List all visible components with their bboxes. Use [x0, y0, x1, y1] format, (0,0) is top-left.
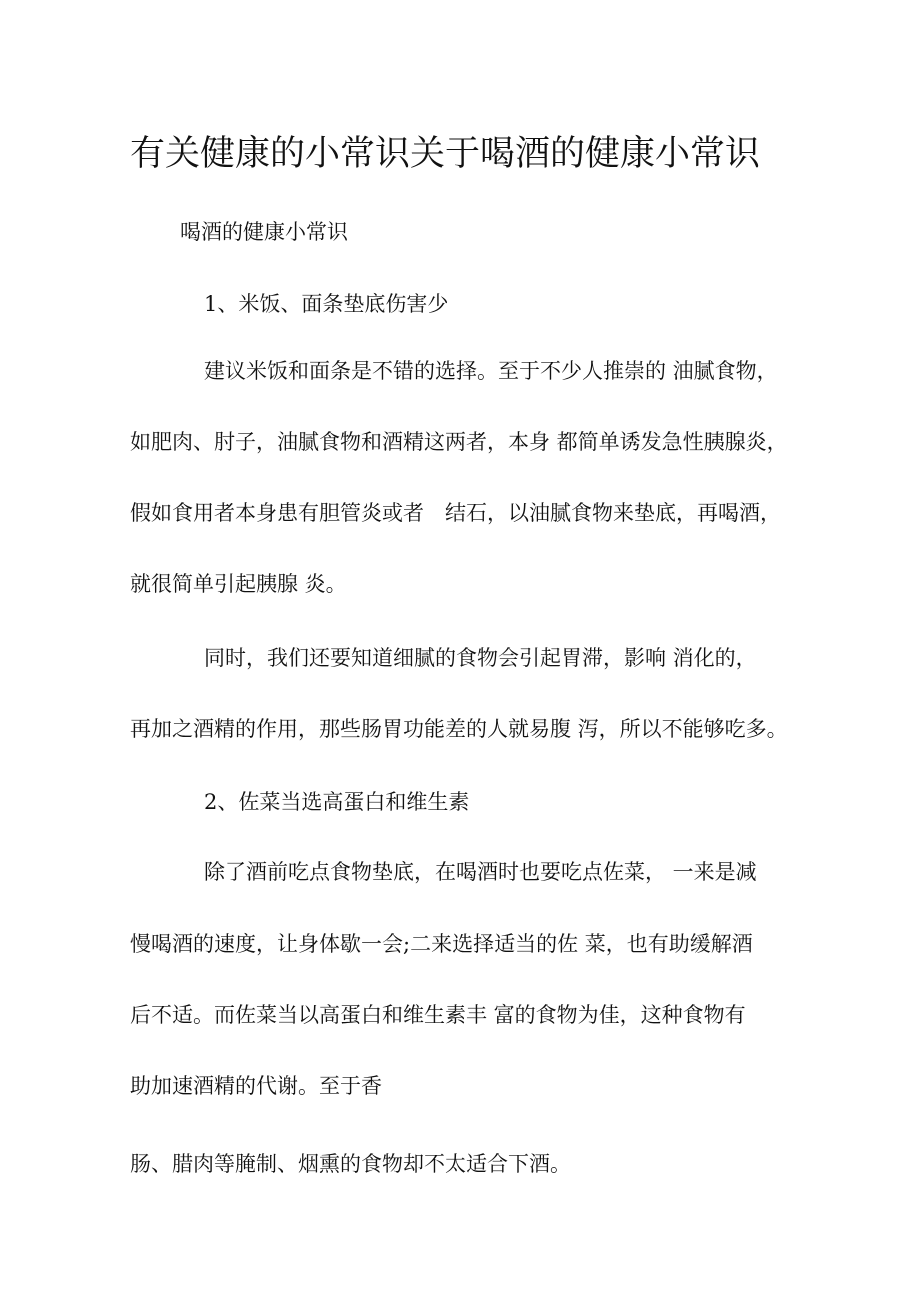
document-title: 有关健康的小常识关于喝酒的健康小常识	[130, 134, 761, 174]
paragraph-3-line-3: 后不适。而佐菜当以高蛋白和维生素丰 富的食物为佳，这种食物有	[130, 1003, 746, 1027]
paragraph-1-line-3: 假如食用者本身患有胆管炎或者 结石，以油腻食物来垫底，再喝酒，	[130, 501, 781, 525]
paragraph-3-line-1: 除了酒前吃点食物垫底，在喝酒时也要吃点佐菜， 一来是减	[204, 860, 757, 884]
paragraph-3-line-5: 肠、腊肉等腌制、烟熏的食物却不太适合下酒。	[130, 1152, 571, 1176]
paragraph-1-line-2: 如肥肉、肘子，油腻食物和酒精这两者，本身 都简单诱发急性胰腺炎，	[130, 430, 788, 454]
section-heading-1: 1、米饭、面条垫底伤害少	[204, 292, 449, 316]
document-subtitle: 喝酒的健康小常识	[180, 220, 348, 244]
section-heading-2: 2、佐菜当选高蛋白和维生素	[204, 790, 470, 814]
paragraph-2-line-2: 再加之酒精的作用，那些肠胃功能差的人就易腹 泻，所以不能够吃多。	[130, 717, 788, 741]
paragraph-1-line-1: 建议米饭和面条是不错的选择。至于不少人推崇的 油腻食物，	[204, 359, 778, 383]
paragraph-3-line-4: 助加速酒精的代谢。至于香	[130, 1074, 382, 1098]
paragraph-1-line-4: 就很简单引起胰腺 炎。	[130, 572, 347, 596]
paragraph-2-line-1: 同时，我们还要知道细腻的食物会引起胃滞，影响 消化的，	[204, 646, 757, 670]
paragraph-3-line-2: 慢喝酒的速度，让身体歇一会;二来选择适当的佐 菜，也有助缓解酒	[130, 932, 753, 956]
